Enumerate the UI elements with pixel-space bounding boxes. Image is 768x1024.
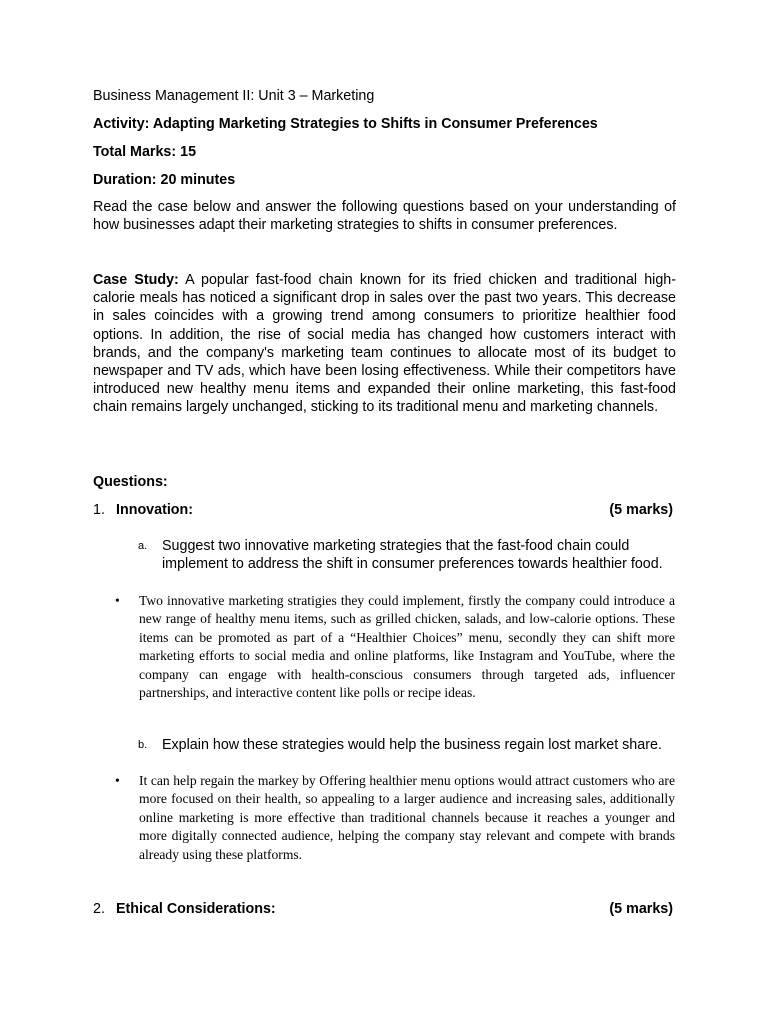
question-1-header (93, 501, 673, 519)
sub-question-text: Suggest two innovative marketing strategies that the fast-food chain could implement to address the shift in consumer preferences towards healthier food. (162, 538, 663, 573)
duration: Duration: 20 minutes (93, 172, 236, 188)
total-marks: Total Marks: 15 (93, 144, 197, 160)
question-number: 2. (93, 901, 105, 917)
bullet-icon: • (115, 593, 120, 608)
sub-question-letter: a. (138, 540, 148, 552)
answer-text: It can help regain the markey by Offering healthier menu options would attract customers who are more focused on their health, so appealing to a larger audience and increasing sales, additionally online marketing is more effective than traditional channels because it reaches a younger and more digitally connected audience, helping the company stay relevant and compete with brands already using these platforms. (139, 773, 675, 862)
sub-question-b (138, 736, 678, 754)
sub-question-letter: b. (138, 739, 148, 751)
question-title: Innovation: (116, 502, 194, 518)
course-title: Business Management II: Unit 3 – Marketing (93, 88, 375, 104)
answer-a (113, 592, 675, 702)
sub-question-text: Explain how these strategies would help the business regain lost market share. (162, 737, 662, 753)
question-2-header (93, 900, 673, 918)
bullet-icon: • (115, 773, 120, 788)
case-study-text: A popular fast-food chain known for its fried chicken and traditional high-calorie meals has noticed a significant drop in sales over the past two years. This decrease in sales coincides with a growing trend among consumers to prioritize healthier food options. In addition, the rise of social media has changed how customers interact with brands, and the company's marketing team continues to allocate most of its budget to newspaper and TV ads, which have been losing effectiveness. While their competitors have introduced new healthy menu items and expanded their online marketing, this fast-food chain remains largely unchanged, sticking to its traditional menu and marketing channels. (93, 272, 676, 416)
case-study (93, 271, 676, 417)
instructions: Read the case below and answer the following questions based on your understanding of how businesses adapt their marketing strategies to shifts in consumer preferences. (93, 199, 676, 234)
activity-title: Activity: Adapting Marketing Strategies to Shifts in Consumer Preferences (93, 116, 598, 132)
question-title: Ethical Considerations: (116, 901, 276, 917)
question-number: 1. (93, 502, 105, 518)
question-marks: (5 marks) (609, 901, 673, 917)
question-marks: (5 marks) (609, 502, 673, 518)
sub-question-a (138, 537, 678, 573)
case-study-label: Case Study: (93, 272, 179, 288)
answer-text: Two innovative marketing stratigies they could implement, firstly the company could introduce a new range of healthy menu items, such as grilled chicken, salads, and low-calorie options. These items can be promoted as part of a “Healthier Choices” menu, secondly they can shift more marketing efforts to social media and online platforms, like Instagram and YouTube, where the company can engage with health-conscious consumers through targeted ads, influencer partnerships, and interactive content like polls or recipe ideas. (139, 593, 675, 701)
answer-b (113, 772, 675, 864)
questions-heading: Questions: (93, 474, 168, 490)
